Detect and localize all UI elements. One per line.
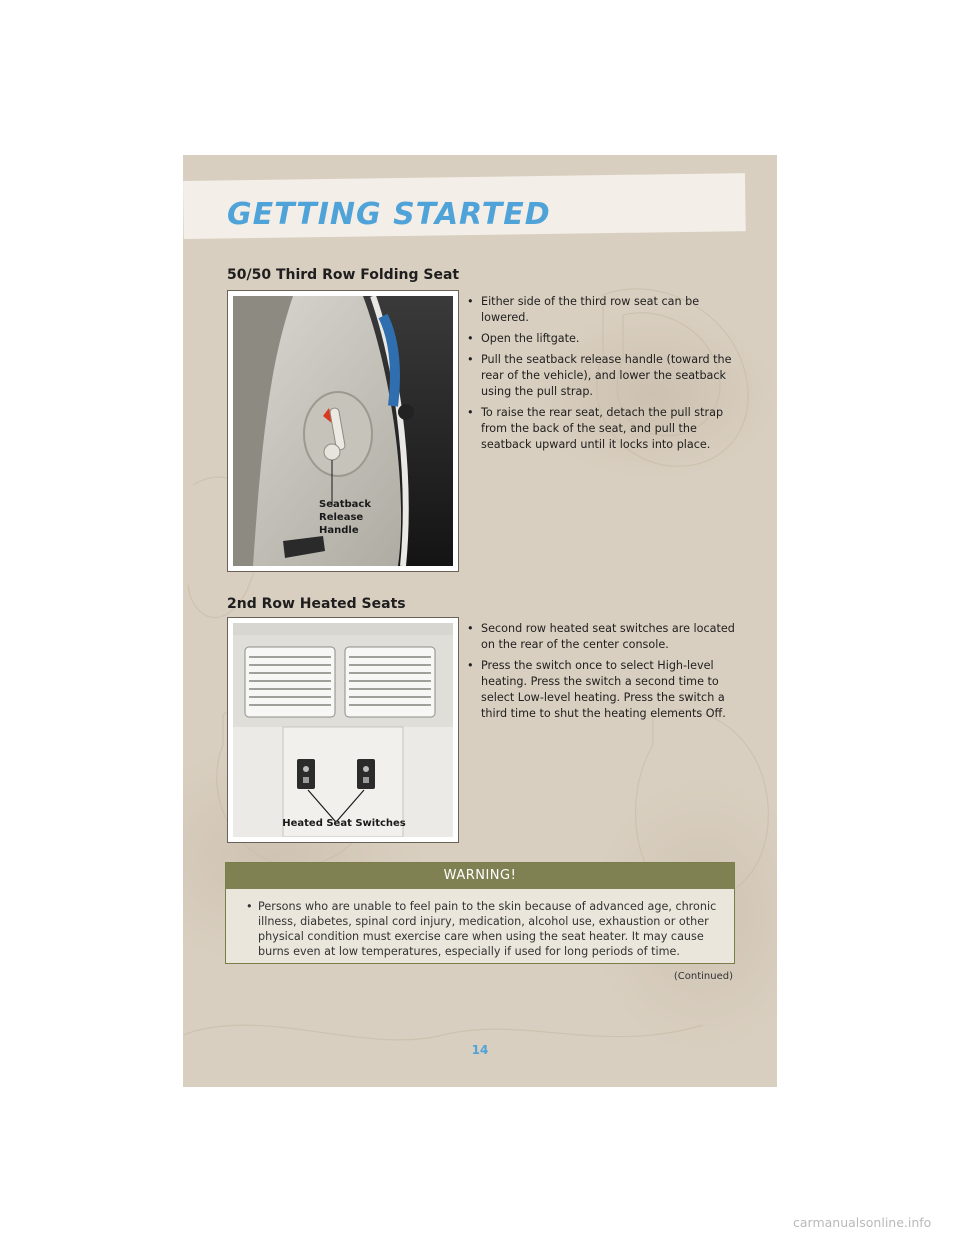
list-item: • To raise the rear seat, detach the pull strap from the back of the seat, and pull the seatback upward until it locks into place. xyxy=(467,405,739,453)
list-item: • Press the switch once to select High-level heating. Press the switch a second time to select Low-level heating. Press the switch a third time to shut the heating elements Off. xyxy=(467,658,739,722)
manual-page xyxy=(183,155,777,1087)
bullet-dot: • xyxy=(246,900,253,913)
heated-seats-heading: 2nd Row Heated Seats xyxy=(227,596,406,612)
list-item: • Either side of the third row seat can be lowered. xyxy=(467,294,739,326)
list-item: • Open the liftgate. xyxy=(467,331,739,347)
page-number: 14 xyxy=(471,1043,489,1057)
heated-seat-switches-illustration xyxy=(233,623,453,837)
watermark: carmanualsonline.info xyxy=(793,1215,932,1230)
list-item: • Second row heated seat switches are located on the rear of the center console. xyxy=(467,621,739,653)
heated-seat-switches-label: Heated Seat Switches xyxy=(282,818,406,829)
warning-text-item xyxy=(246,899,720,959)
seatback-release-photo xyxy=(227,290,459,572)
third-row-seat-heading: 50/50 Third Row Folding Seat xyxy=(227,267,460,283)
warning-text: Persons who are unable to feel pain to the skin because of advanced age, chronic illness, diabetes, spinal cord injury, medication, alcohol use, exhaustion or other physical condition must exercise care when using the seat heater. It may cause burns even at low temperatures, especially if used for long periods of time. xyxy=(258,900,717,958)
warning-box xyxy=(225,862,735,964)
list-item: • Pull the seatback release handle (toward the rear of the vehicle), and lower the seatback using the pull strap. xyxy=(467,352,739,400)
third-row-seat-instructions xyxy=(467,294,739,458)
seatback-release-label: Seatback Release Handle xyxy=(319,499,371,536)
heated-seat-switches-photo xyxy=(227,617,459,843)
heated-seats-instructions xyxy=(467,621,739,727)
continued-note: (Continued) xyxy=(673,971,733,982)
warning-heading: WARNING! xyxy=(226,863,734,889)
section-header-title: GETTING STARTED xyxy=(227,197,551,232)
